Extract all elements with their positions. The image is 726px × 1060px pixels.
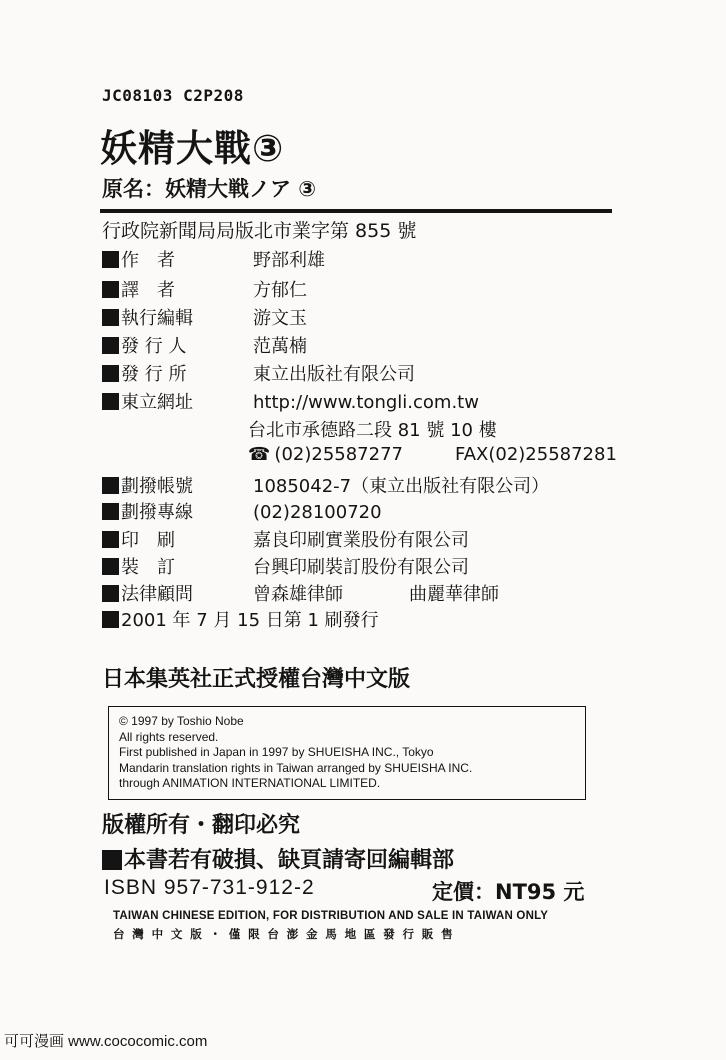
bullet-square-icon <box>102 337 119 354</box>
bullet-square-icon <box>102 611 119 628</box>
contact-line <box>248 444 617 465</box>
credit-website <box>102 388 479 414</box>
credit-author <box>102 246 325 272</box>
distribution-chinese: 台灣中文版・僅限台澎金馬地區發行販售 <box>113 927 461 941</box>
credit-printer <box>102 526 469 552</box>
credit-publisher <box>102 332 307 358</box>
credit-label: 發 行 所 <box>121 364 187 385</box>
lawyer-name: 曲麗華律師 <box>409 584 499 605</box>
credit-label: 作 者 <box>121 250 175 271</box>
credit-value: 台興印刷裝訂股份有限公司 <box>253 557 469 578</box>
credit-postal-account <box>102 472 549 498</box>
isbn: ISBN 957-731-912-2 <box>104 876 315 899</box>
credit-value: (02)28100720 <box>253 502 382 523</box>
credit-label: 印 刷 <box>121 530 175 551</box>
bullet-square-icon <box>102 585 119 602</box>
distribution-english: TAIWAN CHINESE EDITION, FOR DISTRIBUTION AND SALE IN TAIWAN ONLY <box>113 910 549 922</box>
book-title: 妖精大戰③ <box>100 127 285 170</box>
site-watermark[interactable]: 可可漫画 www.cococomic.com <box>4 1033 208 1050</box>
credit-publishing-house <box>102 360 415 386</box>
copyright-line: First published in Japan in 1997 by SHUEISHA INC., Tokyo <box>119 745 434 760</box>
bullet-square-icon <box>102 850 122 870</box>
return-notice-text: 本書若有破損、缺頁請寄回編輯部 <box>124 848 455 873</box>
credit-label: 譯 者 <box>121 280 175 301</box>
credit-postal-hotline <box>102 498 382 524</box>
bullet-square-icon <box>102 309 119 326</box>
credit-label: 法律顧問 <box>121 584 193 605</box>
lawyer-name: 曾森雄律師 <box>253 584 343 605</box>
bullet-square-icon <box>102 558 119 575</box>
credit-label: 劃撥帳號 <box>121 476 193 497</box>
credit-label: 劃撥專線 <box>121 502 193 523</box>
original-title-value: 妖精大戦ノア ③ <box>165 177 317 201</box>
bullet-square-icon <box>102 477 119 494</box>
credit-label: 裝 訂 <box>121 557 175 578</box>
title-divider <box>100 209 612 213</box>
publication-date <box>102 606 379 632</box>
credit-binder <box>102 553 469 579</box>
credit-value: 1085042-7（東立出版社有限公司） <box>253 476 550 497</box>
copyright-line: All rights reserved. <box>119 729 219 744</box>
credit-editor <box>102 304 307 330</box>
date-text: 2001 年 7 月 15 日第 1 刷發行 <box>121 610 379 631</box>
authorization-line: 日本集英社正式授權台灣中文版 <box>102 667 411 692</box>
credit-value: 野部利雄 <box>253 250 325 271</box>
credit-label: 東立網址 <box>121 392 193 413</box>
bullet-square-icon <box>102 503 119 520</box>
bullet-square-icon <box>102 393 119 410</box>
catalog-code: JC08103 C2P208 <box>102 86 244 105</box>
phone-icon: ☎ <box>248 444 271 465</box>
price: 定價：NT95 元 <box>432 880 585 904</box>
credit-value: 范萬楠 <box>253 336 307 357</box>
credit-value: 方郁仁 <box>253 280 307 301</box>
copyright-line: through ANIMATION INTERNATIONAL LIMITED. <box>119 776 381 791</box>
phone-number: (02)25587277 <box>274 444 403 465</box>
copyright-line: Mandarin translation rights in Taiwan arranged by SHUEISHA INC. <box>119 760 473 775</box>
credit-value: 游文玉 <box>253 308 307 329</box>
fax-number: FAX(02)25587281 <box>455 444 617 465</box>
rights-reserved: 版權所有・翻印必究 <box>102 813 301 838</box>
original-title <box>102 173 316 203</box>
credit-value: 東立出版社有限公司 <box>253 364 415 385</box>
return-notice <box>102 843 454 874</box>
bullet-square-icon <box>102 281 119 298</box>
bullet-square-icon <box>102 251 119 268</box>
license-line: 行政院新聞局局版北市業字第 855 號 <box>102 220 417 242</box>
bullet-square-icon <box>102 365 119 382</box>
copyright-line: © 1997 by Toshio Nobe <box>119 714 244 728</box>
bullet-square-icon <box>102 531 119 548</box>
original-title-label: 原名： <box>102 177 165 201</box>
copyright-box <box>108 706 586 800</box>
credit-label: 發 行 人 <box>121 336 187 357</box>
publisher-address: 台北市承德路二段 81 號 10 樓 <box>248 420 497 441</box>
credit-legal <box>102 580 499 606</box>
credit-translator <box>102 276 307 302</box>
website-url[interactable]: http://www.tongli.com.tw <box>253 392 479 413</box>
credit-label: 執行編輯 <box>121 308 193 329</box>
credit-value: 嘉良印刷實業股份有限公司 <box>253 530 469 551</box>
